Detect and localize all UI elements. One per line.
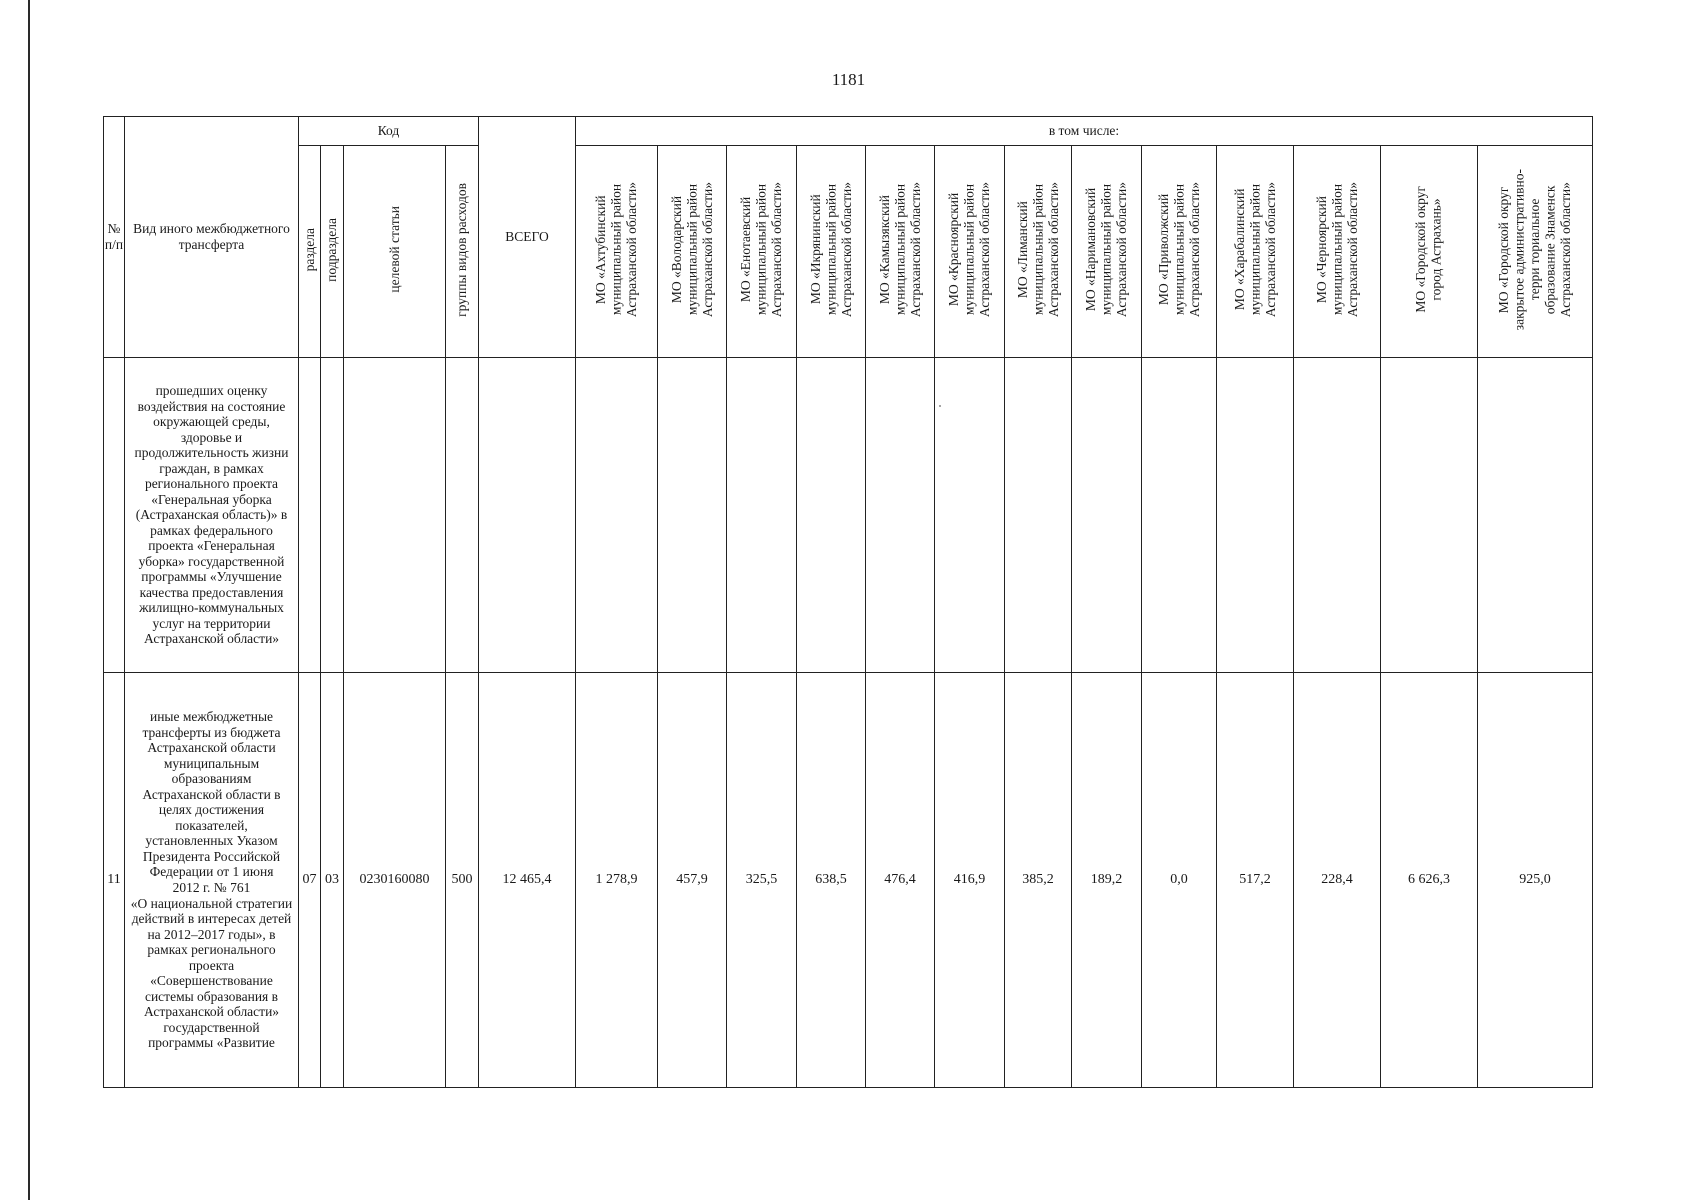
- row-value: 228,4: [1294, 673, 1381, 1088]
- row-razdel: 07: [299, 673, 321, 1088]
- binding-edge-line: [28, 0, 30, 1200]
- row-value: [658, 358, 727, 673]
- row-value: 476,4: [866, 673, 935, 1088]
- row-value: 638,5: [797, 673, 866, 1088]
- row-value: [866, 358, 935, 673]
- row-value: [1142, 358, 1217, 673]
- row-value: [1381, 358, 1478, 673]
- header-razdel: раздела: [299, 146, 321, 358]
- header-municipality: МО «Красноярский муниципальный район Астраханской области»: [935, 146, 1005, 358]
- row-gruppa: [446, 358, 479, 673]
- header-municipality: МО «Икрянинский муниципальный район Астраханской области»: [797, 146, 866, 358]
- header-municipality: МО «Городской округ закрытое административно- терри ториальное образование Знаменск Астраханской области»: [1478, 146, 1593, 358]
- row-value: [1294, 358, 1381, 673]
- row-value: 6 626,3: [1381, 673, 1478, 1088]
- row-podrazdel: [321, 358, 344, 673]
- row-value: 385,2: [1005, 673, 1072, 1088]
- page-number: 1181: [831, 70, 866, 89]
- row-value: 416,9: [935, 673, 1005, 1088]
- row-total: 12 465,4: [479, 673, 576, 1088]
- header-podrazdel: подраздела: [321, 146, 344, 358]
- header-municipality: МО «Черноярский муниципальный район Астраханской области»: [1294, 146, 1381, 358]
- row-value: [727, 358, 797, 673]
- row-value: 325,5: [727, 673, 797, 1088]
- row-cel-statia: 0230160080: [344, 673, 446, 1088]
- row-value: [576, 358, 658, 673]
- header-total: ВСЕГО: [479, 117, 576, 358]
- header-col-type: Вид иного межбюджетного трансферта: [125, 117, 299, 358]
- row-value: [1217, 358, 1294, 673]
- header-col-no: № п/п: [104, 117, 125, 358]
- header-row-1: [104, 117, 1593, 146]
- row-value: 457,9: [658, 673, 727, 1088]
- row-value: 925,0: [1478, 673, 1593, 1088]
- row-razdel: [299, 358, 321, 673]
- header-municipality: МО «Володарский муниципальный район Астраханской области»: [658, 146, 727, 358]
- header-kod-group: Код: [299, 117, 479, 146]
- row-no: 11: [104, 673, 125, 1088]
- row-value: [935, 358, 1005, 673]
- header-vtom-group: в том числе:: [576, 117, 1593, 146]
- header-municipality: МО «Наримановский муниципальный район Астраханской области»: [1072, 146, 1142, 358]
- row-value: [1005, 358, 1072, 673]
- row-value: [1072, 358, 1142, 673]
- row-total: [479, 358, 576, 673]
- header-municipality: МО «Приволжский муниципальный район Астраханской области»: [1142, 146, 1217, 358]
- header-gruppa: группы видов расходов: [446, 146, 479, 358]
- row-value: [1478, 358, 1593, 673]
- transfer-table: [103, 116, 1593, 1088]
- header-municipality: МО «Енотаевский муниципальный район Астраханской области»: [727, 146, 797, 358]
- header-municipality: МО «Харабалинский муниципальный район Астраханской области»: [1217, 146, 1294, 358]
- header-row-2: [104, 146, 1593, 358]
- row-description: иные межбюджетные трансферты из бюджета Астраханской области муниципальным образованиям Астраханской области в целях достижения показателей, установленных Указом Президента Российской Федерации от 1 июня 2012 г. № 761 «О национальной стратегии действий в интересах детей на 2012–2017 годы», в рамках регионального проекта «Совершенствование системы образования в Астраханской области» государственной программы «Развитие: [125, 673, 299, 1088]
- row-cel-statia: [344, 358, 446, 673]
- row-no: [104, 358, 125, 673]
- header-municipality: МО «Ахтубинский муниципальный район Астраханской области»: [576, 146, 658, 358]
- row-podrazdel: 03: [321, 673, 344, 1088]
- row-gruppa: 500: [446, 673, 479, 1088]
- row-value: 1 278,9: [576, 673, 658, 1088]
- header-municipality: МО «Городской округ город Астрахань»: [1381, 146, 1478, 358]
- row-value: 0,0: [1142, 673, 1217, 1088]
- table-row: [104, 673, 1593, 1088]
- header-cel-statia: целевой статьи: [344, 146, 446, 358]
- header-municipality: МО «Камызякский муниципальный район Астраханской области»: [866, 146, 935, 358]
- row-description: прошедших оценку воздействия на состояние окружающей среды, здоровье и продолжительность жизни граждан, в рамках регионального проекта «Генеральная уборка (Астраханская область)» в рамках федерального проекта «Генеральная уборка» государственной программы «Улучшение качества предоставления жилищно-коммунальных услуг на территории Астраханской области»: [125, 358, 299, 673]
- table-row: [104, 358, 1593, 673]
- row-value: 517,2: [1217, 673, 1294, 1088]
- header-municipality: МО «Лиманский муниципальный район Астраханской области»: [1005, 146, 1072, 358]
- row-value: [797, 358, 866, 673]
- row-value: 189,2: [1072, 673, 1142, 1088]
